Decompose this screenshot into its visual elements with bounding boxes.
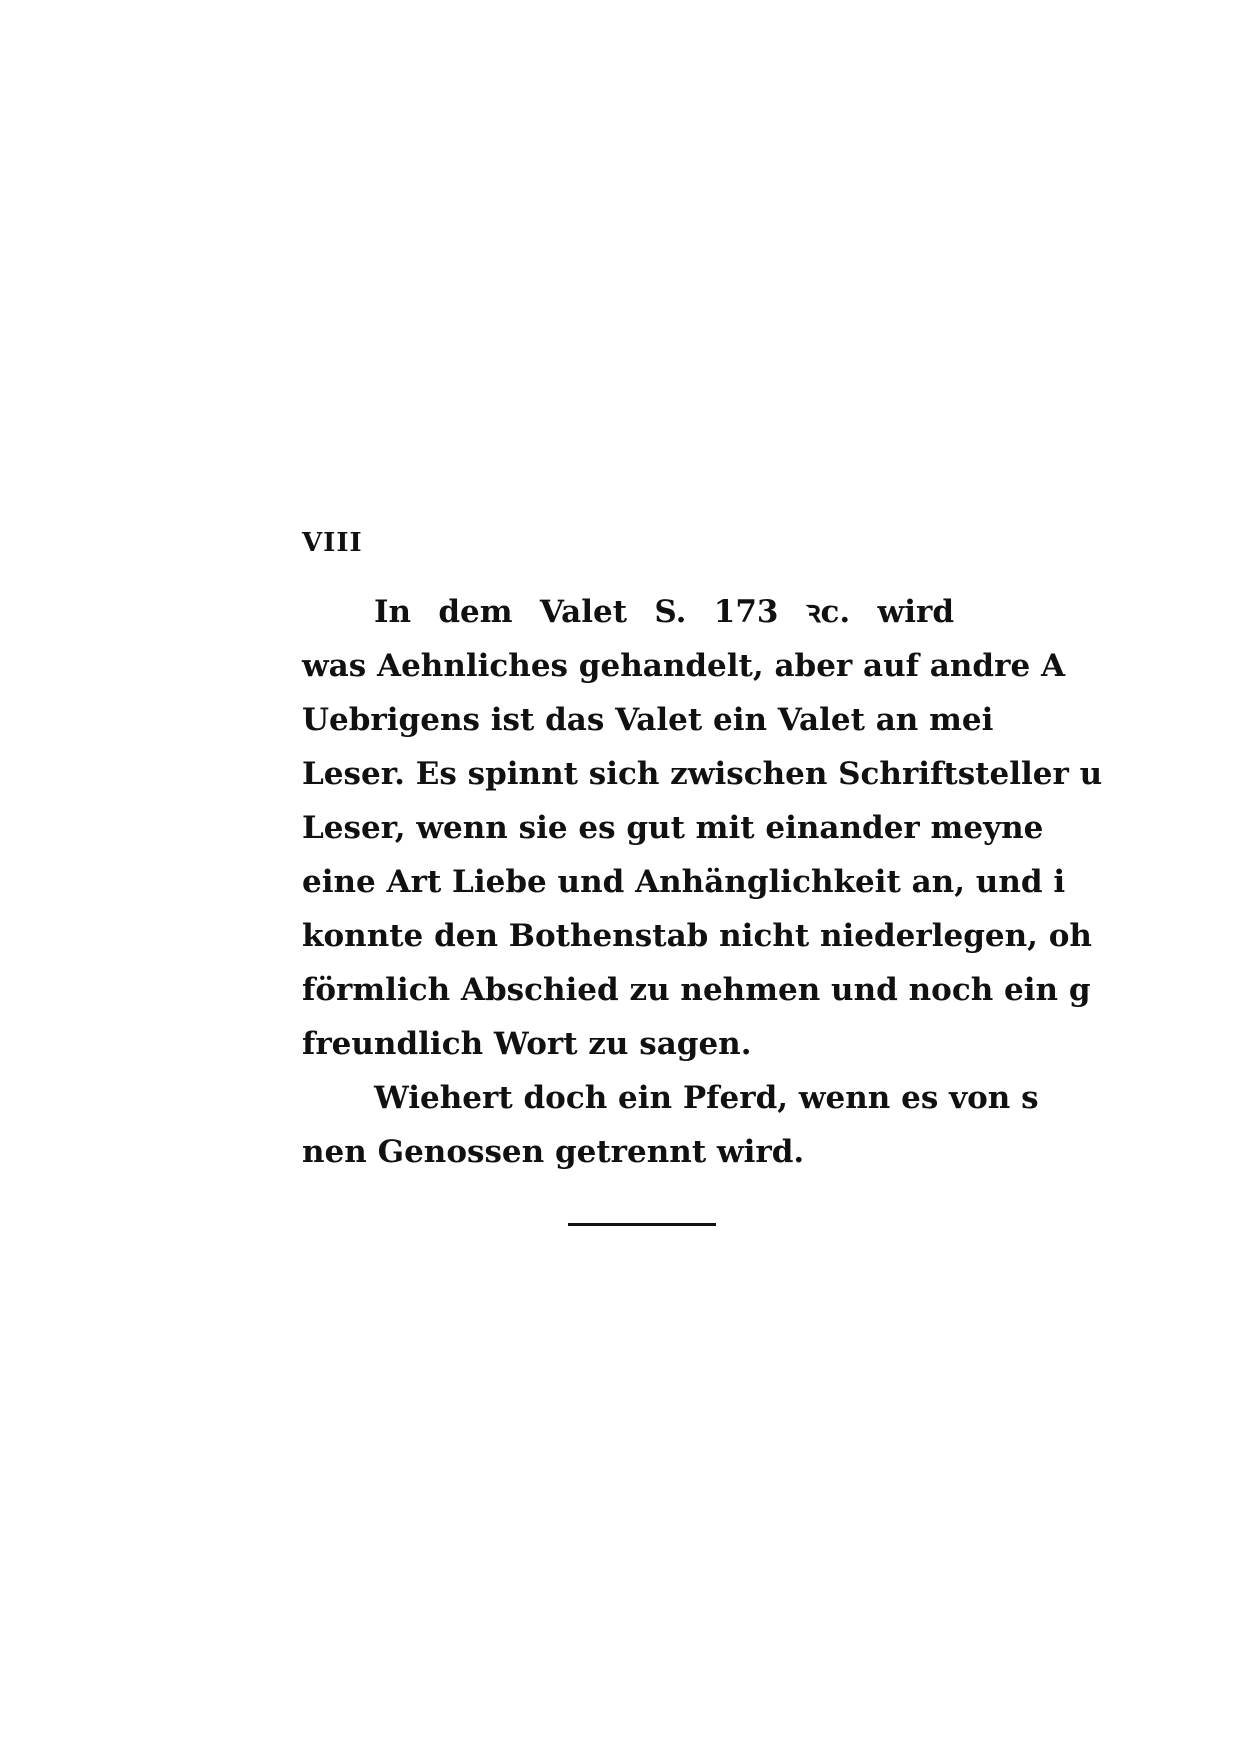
text-line-5: Leser, wenn sie es gut mit einander meyne: [302, 810, 1044, 846]
text-line-4: Leser. Es spinnt sich zwischen Schriftsteller u: [302, 756, 1103, 792]
text-line-6: eine Art Liebe und Anhänglichkeit an, und i: [302, 864, 1066, 900]
text-line-10: Wiehert doch ein Pferd, wenn es von s: [374, 1080, 1039, 1116]
text-line-3: Uebrigens ist das Valet ein Valet an mei: [302, 702, 994, 738]
text-line-7: konnte den Bothenstab nicht niederlegen, oh: [302, 918, 1092, 954]
body-text: [302, 585, 1103, 1179]
text-line-9: freundlich Wort zu sagen.: [302, 1026, 752, 1062]
text-line-11: nen Genossen getrennt wird.: [302, 1134, 805, 1170]
text-line-1: In dem Valet S. 173 ꝛc. wird: [374, 594, 954, 630]
text-line-2: was Aehnliches gehandelt, aber auf andre A: [302, 648, 1066, 684]
page-number: VIII: [302, 528, 363, 558]
text-line-8: förmlich Abschied zu nehmen und noch ein g: [302, 972, 1091, 1008]
section-divider: [568, 1223, 716, 1226]
